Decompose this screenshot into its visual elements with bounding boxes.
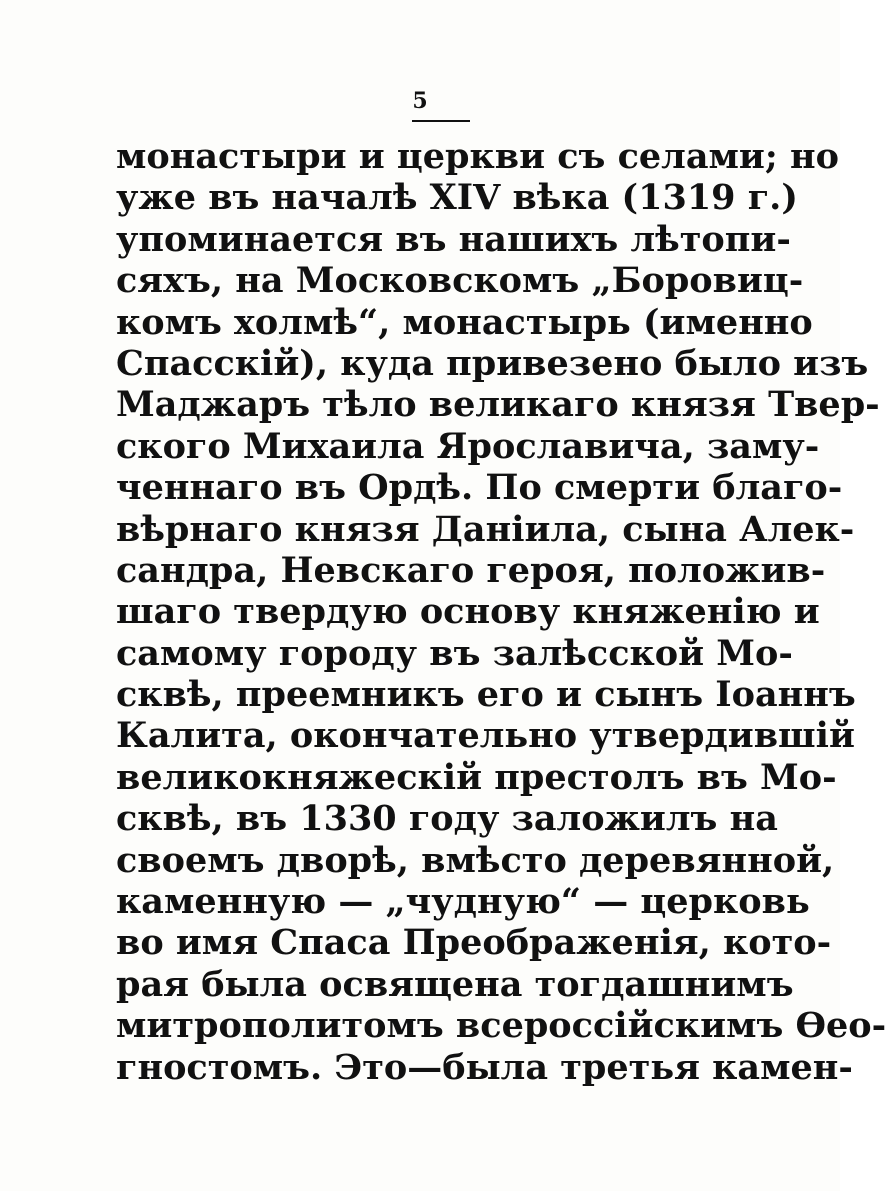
text-line: рая была освящена тогдашнимъ <box>116 963 794 1005</box>
text-line: ченнаго въ Ордѣ. По смерти благо- <box>116 467 843 509</box>
text-line: во имя Спаса Преображенія, кото- <box>116 922 832 964</box>
text-line: самому городу въ залѣсской Мо- <box>116 632 793 674</box>
text-line: Калита, окончательно утвердившій <box>116 715 855 757</box>
text-line: Спасскій), куда привезено было изъ <box>116 342 869 384</box>
text-line: сяхъ, на Московскомъ „Боровиц- <box>116 260 804 302</box>
text-line: сандра, Невскаго героя, положив- <box>116 549 826 591</box>
text-line: вѣрнаго князя Даніила, сына Алек- <box>116 508 855 550</box>
text-line: сквѣ, преемникъ его и сынъ Іоаннъ <box>116 674 856 716</box>
text-line: великокняжескій престолъ въ Мо- <box>116 756 837 798</box>
text-line: гностомъ. Это—была третья камен- <box>116 1046 853 1088</box>
text-line: Маджаръ тѣло великаго князя Твер- <box>116 384 880 426</box>
text-line: ского Михаила Ярославича, заму- <box>116 425 820 467</box>
text-line: митрополитомъ всероссійскимъ Ѳео- <box>116 1005 886 1047</box>
page-number-rule <box>412 120 470 122</box>
page-number: 5 <box>412 88 428 114</box>
text-line: упоминается въ нашихъ лѣтопи- <box>116 218 791 260</box>
body-text <box>116 136 886 1088</box>
text-line: комъ холмѣ“, монастырь (именно <box>116 301 813 343</box>
text-line: своемъ дворѣ, вмѣсто деревянной, <box>116 839 835 881</box>
text-line: шаго твердую основу княженію и <box>116 591 820 633</box>
text-line: уже въ началѣ XIV вѣка (1319 г.) <box>116 177 798 219</box>
text-line: каменную — „чудную“ — церковь <box>116 881 810 923</box>
text-line: сквѣ, въ 1330 году заложилъ на <box>116 798 778 840</box>
text-line: монастыри и церкви съ селами; но <box>116 136 839 177</box>
